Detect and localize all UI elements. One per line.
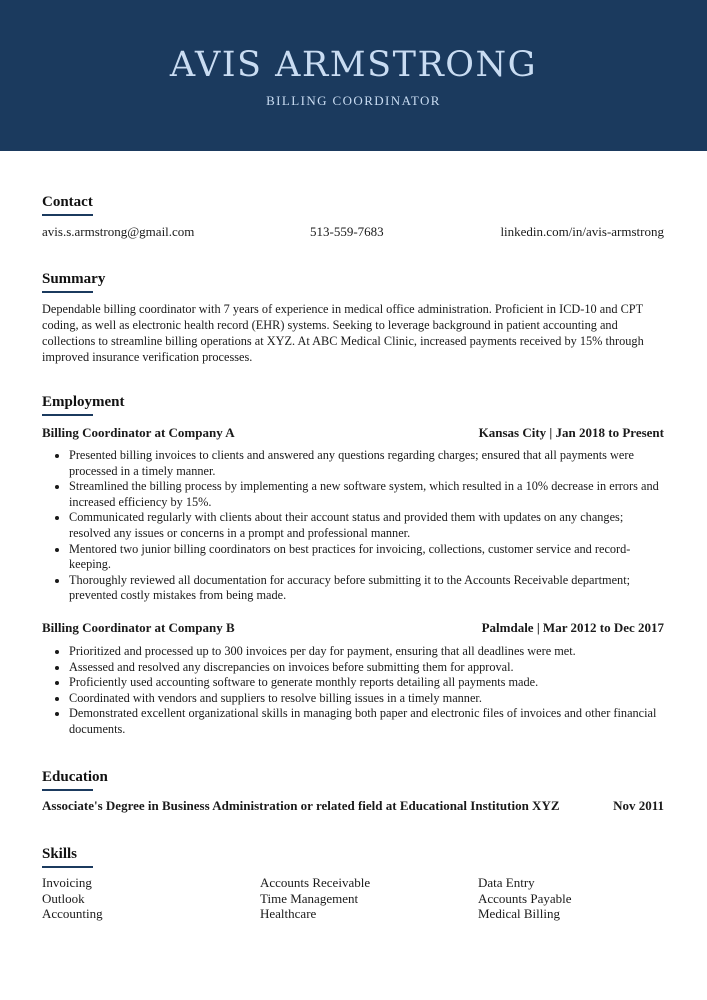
employment-heading: Employment	[42, 394, 125, 410]
job-bullets	[42, 448, 664, 604]
education-date: Nov 2011	[613, 798, 664, 813]
skill-item: Medical Billing	[478, 906, 560, 921]
bullet-item: • Coordinated with vendors and suppliers to resolve billing issues in a timely manner.	[69, 691, 664, 707]
skill-item: Accounting	[42, 906, 103, 921]
summary-text: Dependable billing coordinator with 7 years of experience in medical office administration. Proficient in ICD-10 and CPT coding, as well as electronic health record (EHR) systems. Seeking to leverage background in patient accounting and collections to streamline billing operations at XYZ. At ABC Medical Clinic, increased payments received by 15% through improved insurance verification processes.	[42, 302, 644, 364]
section-underline	[42, 291, 93, 293]
skill-item: Time Management	[260, 890, 359, 906]
contact-linkedin[interactable]: linkedin.com/in/avis-armstrong	[500, 224, 664, 239]
contact-heading: Contact	[42, 194, 93, 210]
bullet-item: • Thoroughly reviewed all documentation for accuracy before submitting it to the Accounts Receivable department; prevented costly mistakes from being made.	[69, 573, 664, 604]
bullet-item: • Assessed and resolved any discrepancies on invoices before submitting them for approval.	[69, 660, 664, 676]
job-title: Billing Coordinator at Company A	[42, 425, 235, 440]
job-header	[42, 425, 664, 441]
skills-column	[42, 875, 103, 922]
skill-item: Healthcare	[260, 906, 317, 921]
bullet-item: • Presented billing invoices to clients and answered any questions regarding charges; ensured that all payments were processed in a timely manner.	[69, 448, 664, 479]
job-title: Billing Coordinator at Company B	[42, 620, 235, 635]
skill-item: Outlook	[42, 890, 85, 906]
bullet-item: • Communicated regularly with clients about their account status and provided them with updates on any changes; resolved any issues or concerns in a prompt and professional manner.	[69, 510, 664, 541]
education-entry	[42, 798, 664, 814]
summary-heading: Summary	[42, 271, 106, 287]
candidate-title: BILLING COORDINATOR	[266, 93, 441, 108]
section-underline	[42, 414, 93, 416]
contact-row	[42, 224, 664, 240]
skills-column	[478, 875, 572, 922]
job-header	[42, 620, 664, 636]
education-degree: Associate's Degree in Business Administration or related field at Educational Institution XYZ	[42, 798, 560, 813]
candidate-name: AVIS ARMSTRONG	[169, 45, 538, 85]
skill-item: Accounts Payable	[478, 890, 572, 906]
skills-heading: Skills	[42, 846, 78, 862]
section-underline	[42, 866, 93, 868]
skill-item: Accounts Receivable	[260, 875, 371, 890]
bullet-item: • Prioritized and processed up to 300 invoices per day for payment, ensuring that all deadlines were met.	[69, 644, 664, 660]
job-location-dates: Palmdale | Mar 2012 to Dec 2017	[481, 620, 664, 635]
bullet-item: • Demonstrated excellent organizational skills in managing both paper and electronic files of invoices and other financial documents.	[69, 706, 664, 737]
section-underline	[42, 789, 93, 791]
bullet-item: • Streamlined the billing process by implementing a new software system, which resulted in a 10% decrease in errors and increased efficiency by 15%.	[69, 479, 664, 510]
skills-column	[260, 875, 370, 922]
bullet-item: • Proficiently used accounting software to generate monthly reports detailing all payments made.	[69, 675, 664, 691]
bullet-item: • Mentored two junior billing coordinators on best practices for invoicing, collections, customer service and record-keeping.	[69, 542, 664, 573]
skill-item: Data Entry	[478, 875, 535, 890]
job-bullets	[42, 644, 664, 738]
contact-email[interactable]: avis.s.armstrong@gmail.com	[42, 224, 195, 239]
resume-header	[0, 0, 707, 151]
section-underline	[42, 214, 93, 216]
education-heading: Education	[42, 769, 108, 785]
contact-phone[interactable]: 513-559-7683	[310, 224, 384, 239]
skill-item: Invoicing	[42, 875, 92, 890]
job-location-dates: Kansas City | Jan 2018 to Present	[478, 425, 664, 440]
